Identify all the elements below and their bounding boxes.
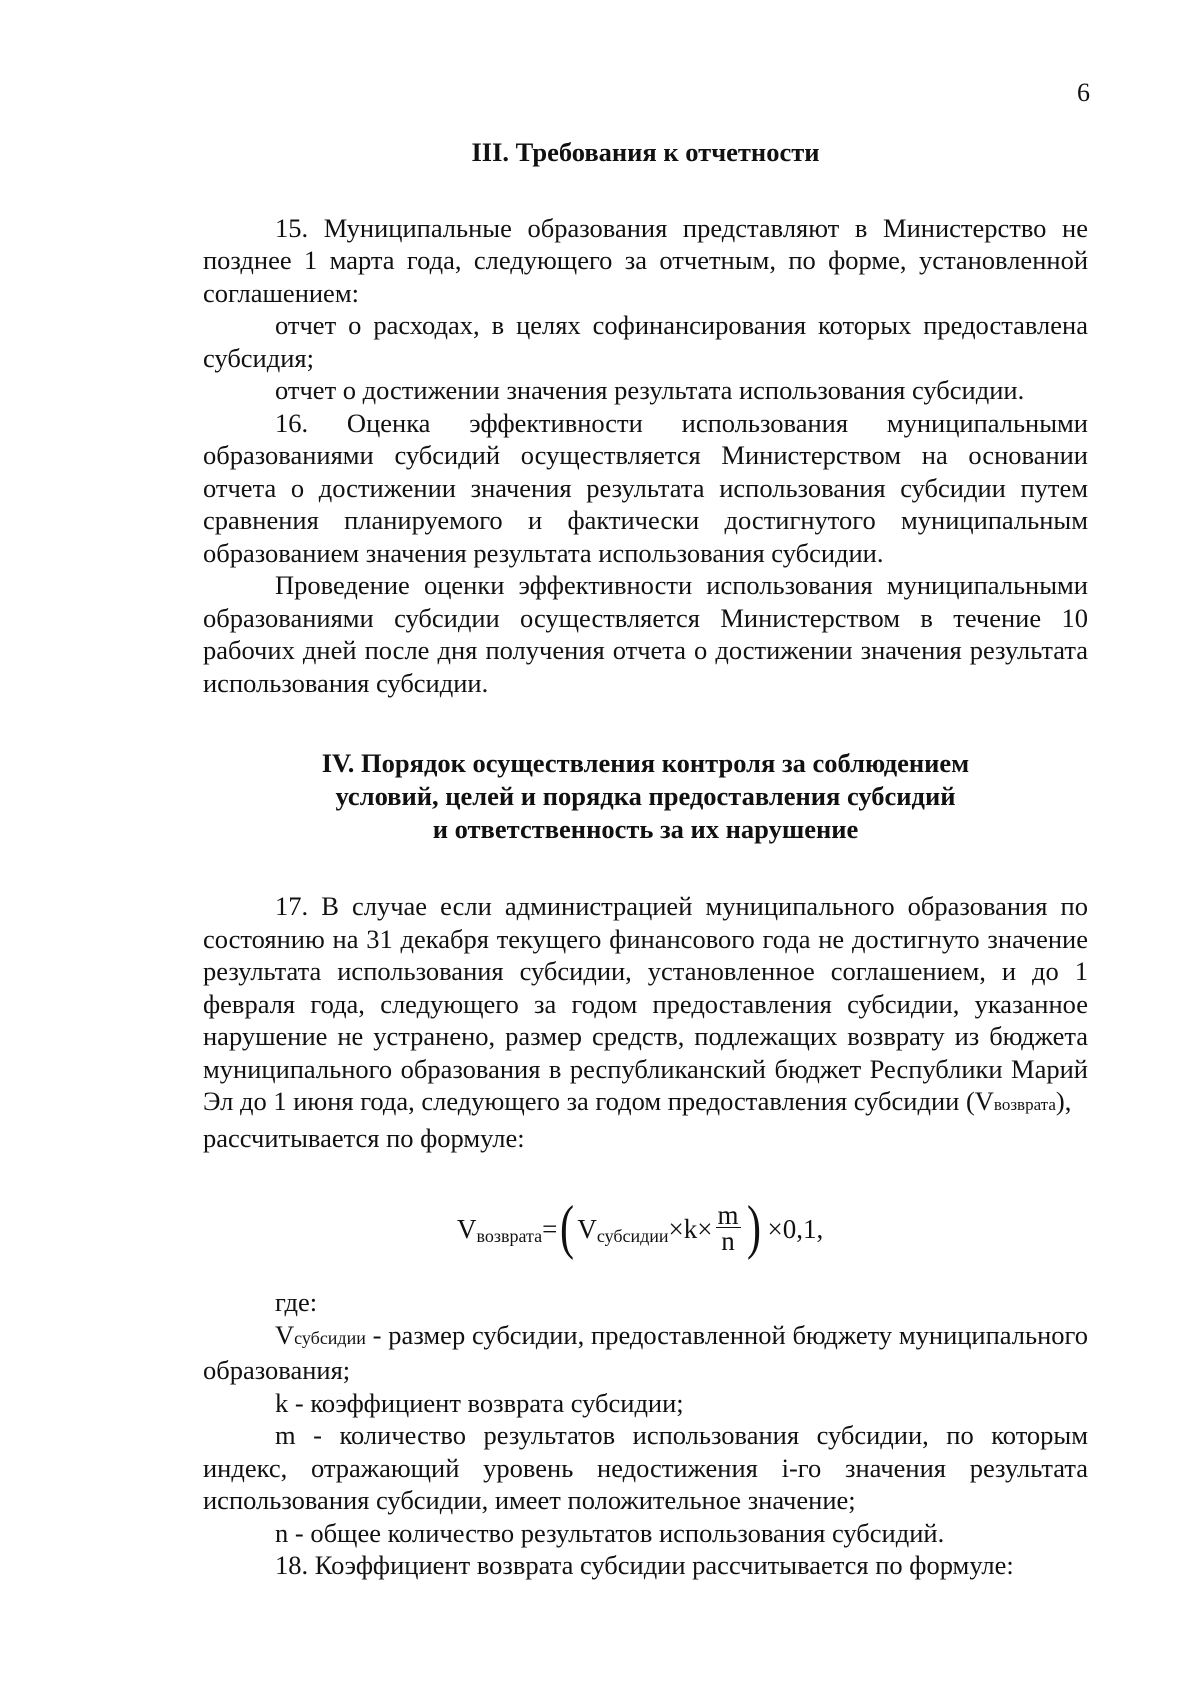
definition-v-subsidy bbox=[203, 1319, 1088, 1387]
formula-paren-open: ( bbox=[560, 1194, 575, 1260]
paragraph-18: 18. Коэффициент возврата субсидии рассчитывается по формуле: bbox=[275, 1550, 1014, 1580]
paragraph-17-text: 17. В случае если администрацией муниципального образования по состоянию на 31 декабря текущего финансового года не достигнуто значение результата использования субсидии, установленное соглашением, и до 1 февраля года, следующего за годом предоставления субсидии, указанное нарушение не устранено, размер средств, подлежащих возврату из бюджета муниципального образования в республиканский бюджет Республики Марий Эл до 1 июня года, следующего за годом предоставления субсидии (V bbox=[203, 891, 1088, 1116]
definition-k: k - коэффициент возврата субсидии; bbox=[275, 1387, 684, 1418]
formula-tail: ×0,1, bbox=[767, 1213, 824, 1244]
definition-m: m - количество результатов использования субсидии, по которым индекс, отражающий уровень недостижения i-го значения результата использования субсидии, имеет положительное значение; bbox=[203, 1420, 1088, 1515]
formula bbox=[457, 1194, 823, 1264]
definition-v-subscript: субсидии bbox=[294, 1327, 366, 1348]
paragraph-17-subscript: возврата bbox=[993, 1095, 1056, 1114]
formula-times: ×k× bbox=[668, 1213, 713, 1244]
paragraph-report-expenses: отчет о расходах, в целях софинансирования которых предоставлена субсидия; bbox=[203, 310, 1088, 373]
section-4-heading bbox=[203, 747, 1088, 846]
formula-sub-subsidy: субсидии bbox=[596, 1225, 669, 1246]
definition-n: n - общее количество результатов использования субсидий. bbox=[275, 1517, 945, 1548]
paragraph-evaluation-timing: Проведение оценки эффективности использования муниципальными образованиями субсидии осуществляется Министерством в течение 10 рабочих дней после дня получения отчета о достижении значения результата использования субсидии. bbox=[203, 570, 1088, 698]
formula-sub-return: возврата bbox=[476, 1225, 543, 1246]
document-body bbox=[203, 136, 1088, 1582]
formula-denominator: n bbox=[721, 1225, 735, 1256]
paragraph-15: 15. Муниципальные образования представляют в Министерство не позднее 1 марта года, следующего за отчетным, по форме, установленной соглашением: bbox=[203, 212, 1088, 308]
formula-fraction bbox=[716, 1199, 741, 1256]
paragraph-17-tail: рассчитывается по формуле: bbox=[203, 1122, 525, 1153]
section-4-heading-line-2: условий, целей и порядка предоставления субсидий bbox=[335, 781, 956, 811]
formula-eq: = bbox=[542, 1213, 558, 1244]
section-3-heading: III. Требования к отчетности bbox=[471, 137, 820, 167]
definition-v-text: - размер субсидии, предоставленной бюджету муниципального образования; bbox=[203, 1319, 1088, 1385]
formula-numerator: m bbox=[717, 1199, 739, 1230]
formula-v2: V bbox=[577, 1213, 597, 1244]
definition-v-letter: V bbox=[275, 1319, 295, 1350]
paragraph-16: 16. Оценка эффективности использования муниципальными образованиями субсидий осуществляется Министерством на основании отчета о достижении значения результата использования субсидии путем сравнения планируемого и фактически достигнутого муниципальным образованием значения результата использования субсидии. bbox=[203, 407, 1088, 568]
section-4-heading-line-3: и ответственность за их нарушение bbox=[432, 814, 859, 844]
paragraph-17-end: ), bbox=[1055, 1086, 1072, 1116]
formula-return-amount bbox=[203, 1154, 1088, 1286]
paragraph-17 bbox=[203, 890, 1088, 1122]
formula-paren-close: ) bbox=[746, 1194, 761, 1260]
paragraph-report-results: отчет о достижении значения результата использования субсидии. bbox=[275, 375, 1025, 405]
where-label: где: bbox=[275, 1287, 318, 1317]
page-number: 6 bbox=[1077, 78, 1090, 107]
formula-v: V bbox=[457, 1213, 477, 1244]
section-4-heading-line-1: IV. Порядок осуществления контроля за соблюдением bbox=[321, 748, 970, 778]
